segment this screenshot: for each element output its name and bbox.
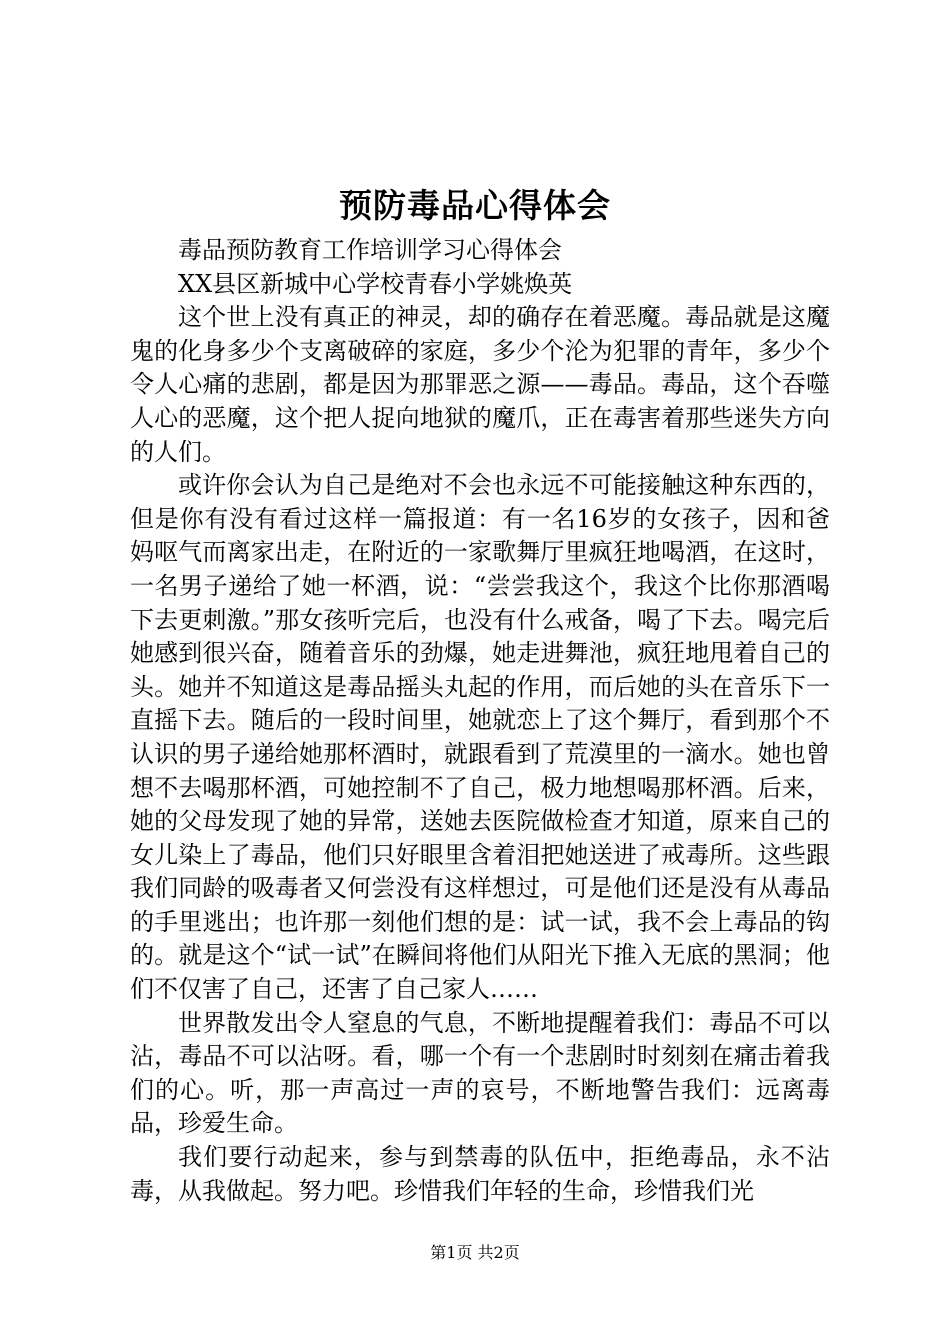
body-paragraph: 我们要行动起来，参与到禁毒的队伍中，拒绝毒品，永不沾毒，从我做起。努力吧。珍惜我们年轻的生命，珍惜我们光 <box>130 1143 830 1205</box>
body-paragraph: 世界散发出令人窒息的气息，不断地提醒着我们：毒品不可以沾，毒品不可以沾呀。看，哪一个有一个悲剧时时刻刻在痛击着我们的心。听，那一声高过一声的哀号，不断地警告我们：远离毒品，珍爱生命。 <box>130 1008 830 1138</box>
body-paragraph: 或许你会认为自己是绝对不会也永远不可能接触这种东西的，但是你有没有看过这样一篇报道：有一名16岁的女孩子，因和爸妈呕气而离家出走，在附近的一家歌舞厅里疯狂地喝酒，在这时，一名男子递给了她一杯酒，说：“尝尝我这个，我这个比你那酒喝下去更刺激。”那女孩听完后，也没有什么戒备，喝了下去。喝完后她感到很兴奋，随着音乐的劲爆，她走进舞池，疯狂地甩着自己的头。她并不知道这是毒品摇头丸起的作用，而后她的头在音乐下一直摇下去。随后的一段时间里，她就恋上了这个舞厅，看到那个不认识的男子递给她那杯酒时，就跟看到了荒漠里的一滴水。她也曾想不去喝那杯酒，可她控制不了自己，极力地想喝那杯酒。后来，她的父母发现了她的异常，送她去医院做检查才知道，原来自己的女儿染上了毒品，他们只好眼里含着泪把她送进了戒毒所。这些跟我们同龄的吸毒者又何尝没有这样想过，可是他们还是没有从毒品的手里逃出；也许那一刻他们想的是：试一试，我不会上毒品的钩的。就是这个“试一试”在瞬间将他们从阳光下推入无底的黑洞；他们不仅害了自己，还害了自己家人…… <box>130 471 830 1004</box>
page-number-footer: 第1页 共2页 <box>430 1243 520 1262</box>
body-paragraph: 这个世上没有真正的神灵，却的确存在着恶魔。毒品就是这魔鬼的化身多少个支离破碎的家庭，多少个沦为犯罪的青年，多少个令人心痛的悲剧，都是因为那罪恶之源——毒品。毒品，这个吞噬人心的恶魔，这个把人捉向地狱的魔爪，正在毒害着那些迷失方向的人们。 <box>130 303 830 466</box>
document-title: 预防毒品心得体会 <box>339 186 611 225</box>
subtitle-line: 毒品预防教育工作培训学习心得体会 <box>178 236 562 264</box>
document-body <box>130 234 830 1208</box>
author-line: XX县区新城中心学校青春小学姚焕英 <box>178 269 573 298</box>
